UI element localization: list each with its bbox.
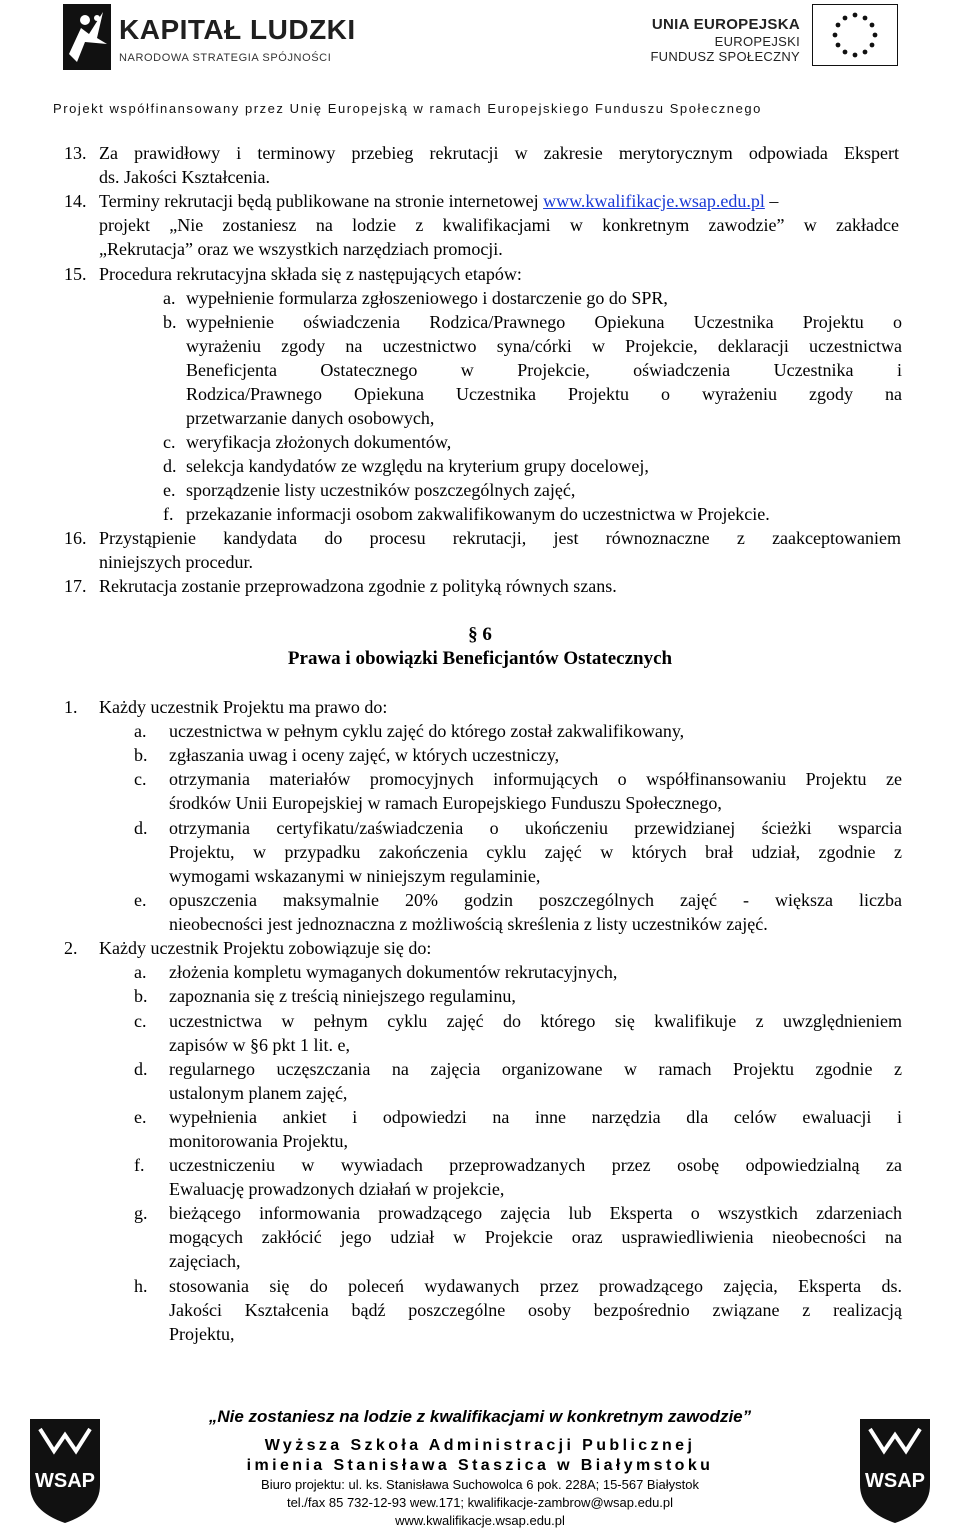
eu-logo	[640, 4, 900, 74]
s2-item-d1: regularnego uczęszczania na zajęcia organizowane w ramach Projektu zgodnie z	[169, 1059, 902, 1079]
list-label: a.	[163, 288, 176, 308]
list-label: d.	[134, 1059, 148, 1079]
s2-item-d2: ustalonym planem zajęć,	[169, 1083, 348, 1103]
list-label: a.	[134, 721, 147, 741]
s2-item-h1: stosowania się do poleceń wydawanych przez prowadzącego zajęcia, Eksperta ds.	[169, 1276, 902, 1296]
item-number: 14.	[64, 191, 87, 211]
list-label: d.	[163, 456, 177, 476]
p15-item-a: wypełnienie formularza zgłoszeniowego i dostarczenie go do SPR,	[186, 288, 668, 308]
s1-item-c1: otrzymania materiałów promocyjnych informujących o współfinansowaniu Projektu ze	[169, 769, 902, 789]
list-label: e.	[163, 480, 176, 500]
s2-item-e1: wypełnienia ankiet i odpowiedzi na inne narzędzia dla celów ewaluacji i	[169, 1107, 902, 1127]
item-number: 16.	[64, 528, 87, 548]
s1-item-d2: Projektu, w przypadku zakończenia cyklu zajęć w których brał udział, zgodnie z	[169, 842, 902, 862]
list-label: g.	[134, 1203, 148, 1223]
list-label: e.	[134, 890, 147, 910]
s2-item-g1: bieżącego informowania prowadzącego zajęcia lub Eksperta o wszystkich zdarzeniach	[169, 1203, 902, 1223]
wsap-logo-letters: WSAP	[35, 1470, 95, 1492]
s1-item-b: zgłaszania uwag i oceny zajęć, w których uczestniczy,	[169, 745, 560, 765]
p15-item-b4: Rodzica/Prawnego Opiekuna Uczestnika Projektu o wyrażeniu zgody na	[186, 384, 902, 404]
s1-item-d3: wymogami wskazanymi w niniejszym regulaminie,	[169, 866, 541, 886]
s2-item-c1: uczestnictwa w pełnym cyklu zajęć do którego się kwalifikuje z uwzględnieniem	[169, 1011, 902, 1031]
s1-item-e2: nieobecności jest jednoznaczna z możliwością skreślenia z listy uczestników zajęć.	[169, 914, 768, 934]
footer-school-name: Wyższa Szkoła Administracji Publicznej	[264, 1437, 696, 1454]
website-link[interactable]: www.kwalifikacje.wsap.edu.pl	[543, 191, 765, 211]
s2-item-e2: monitorowania Projektu,	[169, 1131, 348, 1151]
p14-line1-text: Terminy rekrutacji będą publikowane na stronie internetowej	[99, 191, 544, 211]
s1-item-e1: opuszczenia maksymalnie 20% godzin poszczególnych zajęć - większa liczba	[169, 890, 902, 910]
footer-school-patron: imienia Stanisława Staszica w Białymstoku	[246, 1457, 714, 1474]
list-label: c.	[134, 769, 147, 789]
footer-website[interactable]: www.kwalifikacje.wsap.edu.pl	[395, 1513, 565, 1528]
p17-line1: Rekrutacja zostanie przeprowadzona zgodnie z polityką równych szans.	[99, 576, 617, 596]
eu-flag-icon	[812, 4, 898, 66]
item-number: 17.	[64, 576, 87, 596]
footer-slogan: „Nie zostaniesz na lodzie z kwalifikacjami w konkretnym zawodzie”	[208, 1407, 752, 1426]
s2-item-f1: uczestniczeniu w wywiadach przeprowadzanych przez osobę odpowiedzialną za	[169, 1155, 902, 1175]
list-label: b.	[134, 986, 148, 1006]
list-label: d.	[134, 818, 148, 838]
eu-name: UNIA EUROPEJSKA	[651, 16, 800, 33]
kapital-ludzki-subtitle: NARODOWA STRATEGIA SPÓJNOŚCI	[119, 52, 332, 64]
p15-item-b2: wyrażeniu zgody na uczestnictwo syna/córki w Projekcie, deklaracji uczestnictwa	[186, 336, 902, 356]
s1-item-a: uczestnictwa w pełnym cyklu zajęć do którego został zakwalifikowany,	[169, 721, 685, 741]
s2-item-b: zapoznania się z treścią niniejszego regulaminu,	[169, 986, 516, 1006]
p13-line2: ds. Jakości Kształcenia.	[99, 167, 270, 187]
p14-line3: „Rekrutacja” oraz we wszystkich narzędziach promocji.	[99, 239, 503, 259]
list-label: f.	[163, 504, 174, 524]
list-label: b.	[163, 312, 177, 332]
list-label: a.	[134, 962, 147, 982]
p15-item-b3: Beneficjenta Ostatecznego w Projekcie, oświadczenia Uczestnika i	[186, 360, 902, 380]
s1-title: Każdy uczestnik Projektu ma prawo do:	[99, 697, 388, 717]
section-number: § 6	[468, 624, 492, 645]
item-number: 13.	[64, 143, 87, 163]
p13-line1: Za prawidłowy i terminowy przebieg rekrutacji w zakresie merytorycznym odpowiada Ekspert	[99, 143, 899, 163]
list-label: c.	[163, 432, 176, 452]
p16-line2: niniejszych procedur.	[99, 552, 253, 572]
section-title: Prawa i obowiązki Beneficjantów Ostatecznych	[287, 648, 673, 669]
p15-line1: Procedura rekrutacyjna składa się z następujących etapów:	[99, 264, 522, 284]
p15-item-b5: przetwarzanie danych osobowych,	[186, 408, 435, 428]
footer-address: Biuro projektu: ul. ks. Stanisława Suchowolca 6 pok. 228A; 15-567 Białystok	[261, 1477, 699, 1492]
kapital-ludzki-logo	[63, 4, 356, 74]
p15-item-e: sporządzenie listy uczestników poszczególnych zajęć,	[186, 480, 576, 500]
eu-fund-line1: EUROPEJSKI	[714, 34, 800, 49]
s2-item-f2: Ewaluację prowadzonych działań w projekcie,	[169, 1179, 505, 1199]
p16-line1: Przystąpienie kandydata do procesu rekrutacji, jest równoznaczne z zaakceptowaniem	[99, 528, 901, 548]
list-label: b.	[134, 745, 148, 765]
list-label: c.	[134, 1011, 147, 1031]
p14-line1	[99, 190, 778, 212]
footer-contact: tel./fax 85 732-12-93 wew.171; kwalifikacje-zambrow@wsap.edu.pl	[286, 1495, 674, 1510]
list-label: h.	[134, 1276, 148, 1296]
s2-title: Każdy uczestnik Projektu zobowiązuje się do:	[99, 938, 432, 958]
p15-item-f: przekazanie informacji osobom zakwalifikowanym do uczestnictwa w Projekcie.	[186, 504, 770, 524]
s1-item-c2: środków Unii Europejskiej w ramach Europejskiego Funduszu Społecznego,	[169, 793, 722, 813]
eu-fund-line2: FUNDUSZ SPOŁECZNY	[650, 49, 800, 64]
s2-item-g2: mogących zakłócić jego udział w Projekcie oraz usprawiedliwienia nieobecności na	[169, 1227, 902, 1247]
s2-item-a: złożenia kompletu wymaganych dokumentów rekrutacyjnych,	[169, 962, 618, 982]
p14-line1-dash: –	[764, 191, 779, 211]
s2-item-h3: Projektu,	[169, 1324, 235, 1344]
page-footer	[0, 1395, 960, 1530]
page-header	[0, 0, 960, 116]
kapital-ludzki-mark-icon	[63, 4, 111, 70]
s2-item-c2: zapisów w §6 pkt 1 lit. e,	[169, 1035, 350, 1055]
p14-line2: projekt „Nie zostaniesz na lodzie z kwalifikacjami w konkretnym zawodzie” w zakładce	[99, 215, 899, 235]
p15-item-c: weryfikacja złożonych dokumentów,	[186, 432, 452, 452]
item-number: 15.	[64, 264, 87, 284]
s1-item-d1: otrzymania certyfikatu/zaświadczenia o ukończeniu przewidzianej ścieżki wsparcia	[169, 818, 902, 838]
wsap-logo-letters: WSAP	[865, 1470, 925, 1492]
p15-item-b1: wypełnienie oświadczenia Rodzica/Prawnego Opiekuna Uczestnika Projektu o	[186, 312, 902, 332]
p15-item-d: selekcja kandydatów ze względu na kryterium grupy docelowej,	[186, 456, 649, 476]
list-label: f.	[134, 1155, 145, 1175]
list-label: e.	[134, 1107, 147, 1127]
s2-item-h2: Jakości Kształcenia bądź poszczególne osoby bezpośrednio związane z realizacją	[169, 1300, 902, 1320]
item-number: 2.	[64, 938, 78, 958]
kapital-ludzki-title: KAPITAŁ LUDZKI	[119, 14, 356, 45]
s2-item-g3: zajęciach,	[169, 1251, 241, 1271]
cofinance-line: Projekt współfinansowany przez Unię Europejską w ramach Europejskiego Funduszu Społecznego	[53, 101, 762, 116]
item-number: 1.	[64, 697, 78, 717]
